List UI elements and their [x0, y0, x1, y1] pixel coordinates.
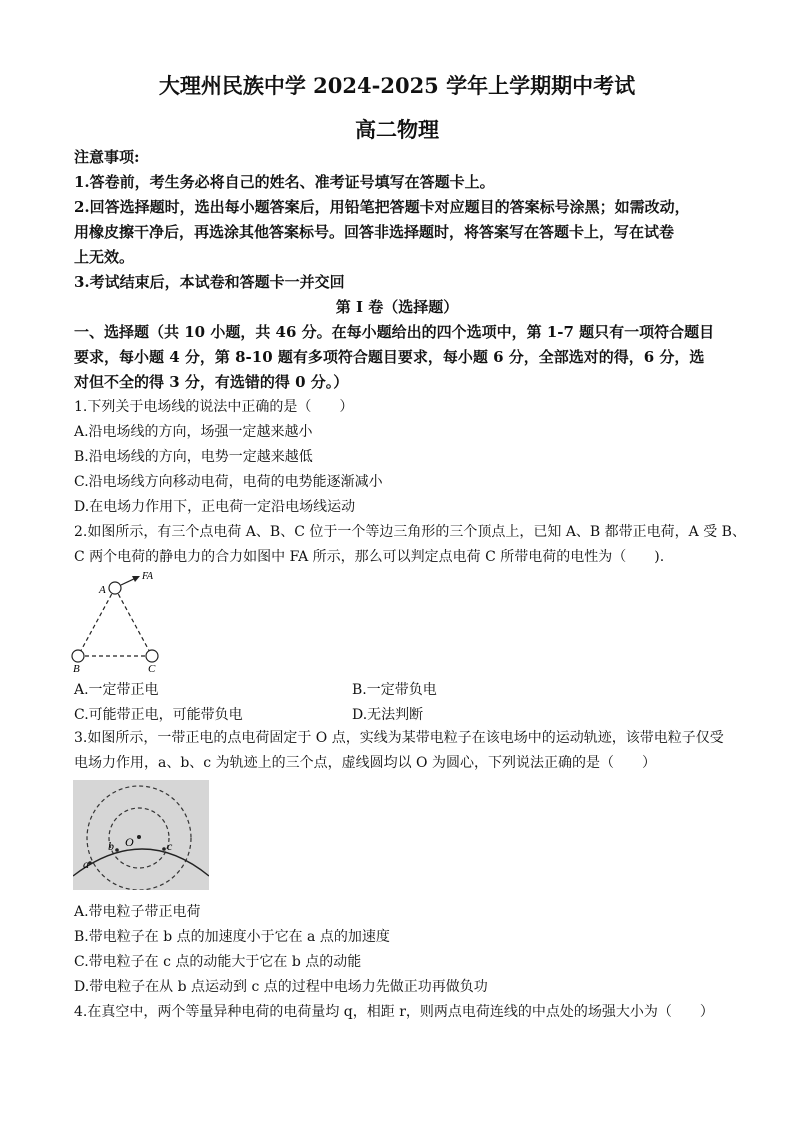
q3-option-d: D.带电粒子在从 b 点运动到 c 点的过程中电场力先做正功再做负功 [74, 979, 488, 995]
q2-option-a: A.一定带正电 [74, 682, 159, 698]
triangle-side-ab [78, 588, 115, 656]
q2-option-b: B.一定带负电 [352, 682, 437, 698]
q1-option-a: A.沿电场线的方向，场强一定越来越小 [74, 424, 313, 440]
q1-option-b: B.沿电场线的方向，电势一定越来越低 [74, 449, 313, 465]
exam-subject: 高二物理 [355, 117, 439, 142]
label-o: O [125, 835, 134, 849]
part1-instructions: 一、选择题（共 10 小题，共 46 分。在每小题给出的四个选项中，第 1-7 题只有一项符合题目 [74, 323, 715, 341]
point-b [115, 848, 119, 852]
label-b: B [73, 663, 80, 675]
q2-stem-cont: C 两个电荷的静电力的合力如图中 FA 所示，那么可以判定点电荷 C 所带电荷的电性为（ ). [74, 549, 665, 565]
q2-stem: 2.如图所示，有三个点电荷 A、B、C 位于一个等边三角形的三个顶点上，已知 A、B 都带正电荷，A 受 B、 [74, 524, 746, 540]
q1-stem: 1.下列关于电场线的说法中正确的是（ ） [74, 399, 354, 415]
center-point-o [137, 835, 141, 839]
notice-item-2: 2.回答选择题时，选出每小题答案后，用铅笔把答题卡对应题目的答案标号涂黑；如需改动， [74, 198, 690, 216]
exam-title: 大理州民族中学 2024-2025 学年上学期期中考试 [158, 73, 636, 98]
label-fa: FA [142, 571, 153, 582]
notice-heading: 注意事项: [74, 148, 140, 166]
label-c: C [148, 663, 156, 675]
part1-title: 第 I 卷（选择题） [335, 298, 459, 316]
q3-stem: 3.如图所示，一带正电的点电荷固定于 O 点，实线为某带电粒子在该电场中的运动轨迹，该带电粒子仅受 [74, 730, 724, 746]
q1-option-d: D.在电场力作用下，正电荷一定沿电场线运动 [74, 499, 356, 515]
charge-a [109, 582, 121, 594]
q2-option-d: D.无法判断 [352, 707, 424, 723]
label-c: c [167, 839, 173, 853]
part1-instructions-cont: 要求，每小题 4 分，第 8-10 题有多项符合题目要求，每小题 6 分，全部选对的得，6 分，选 [74, 348, 705, 366]
notice-item-2-cont: 用橡皮擦干净后，再选涂其他答案标号。回答非选择题时，将答案写在答题卡上，写在试卷 [74, 223, 675, 241]
q4-stem: 4.在真空中，两个等量异种电荷的电荷量均 q，相距 r，则两点电荷连线的中点处的场强大小为（ ） [74, 1004, 714, 1020]
label-a: A [99, 584, 106, 596]
label-a: a [83, 857, 89, 871]
point-c [162, 847, 166, 851]
figure-background [73, 780, 209, 890]
q3-option-b: B.带电粒子在 b 点的加速度小于它在 a 点的加速度 [74, 929, 390, 945]
notice-item-2-cont: 上无效。 [74, 248, 135, 266]
charge-c [146, 650, 158, 662]
q2-triangle-figure [68, 568, 178, 676]
q2-option-c: C.可能带正电，可能带负电 [74, 707, 243, 723]
notice-item-3: 3.考试结束后，本试卷和答题卡一并交回 [74, 273, 345, 291]
charge-b [72, 650, 84, 662]
notice-item-1: 1.答卷前，考生务必将自己的姓名、准考证号填写在答题卡上。 [74, 173, 495, 191]
label-b: b [108, 839, 114, 853]
q3-field-figure [73, 780, 209, 890]
q3-option-c: C.带电粒子在 c 点的动能大于它在 b 点的动能 [74, 954, 362, 970]
part1-instructions-cont: 对但不全的得 3 分，有选错的得 0 分。） [74, 373, 349, 391]
q3-option-a: A.带电粒子带正电荷 [74, 904, 201, 920]
q1-option-c: C.沿电场线方向移动电荷，电荷的电势能逐渐减小 [74, 474, 383, 490]
q3-stem-cont: 电场力作用，a、b、c 为轨迹上的三个点，虚线圆均以 O 为圆心，下列说法正确的是（ ） [74, 755, 656, 771]
triangle-side-ac [115, 588, 152, 656]
